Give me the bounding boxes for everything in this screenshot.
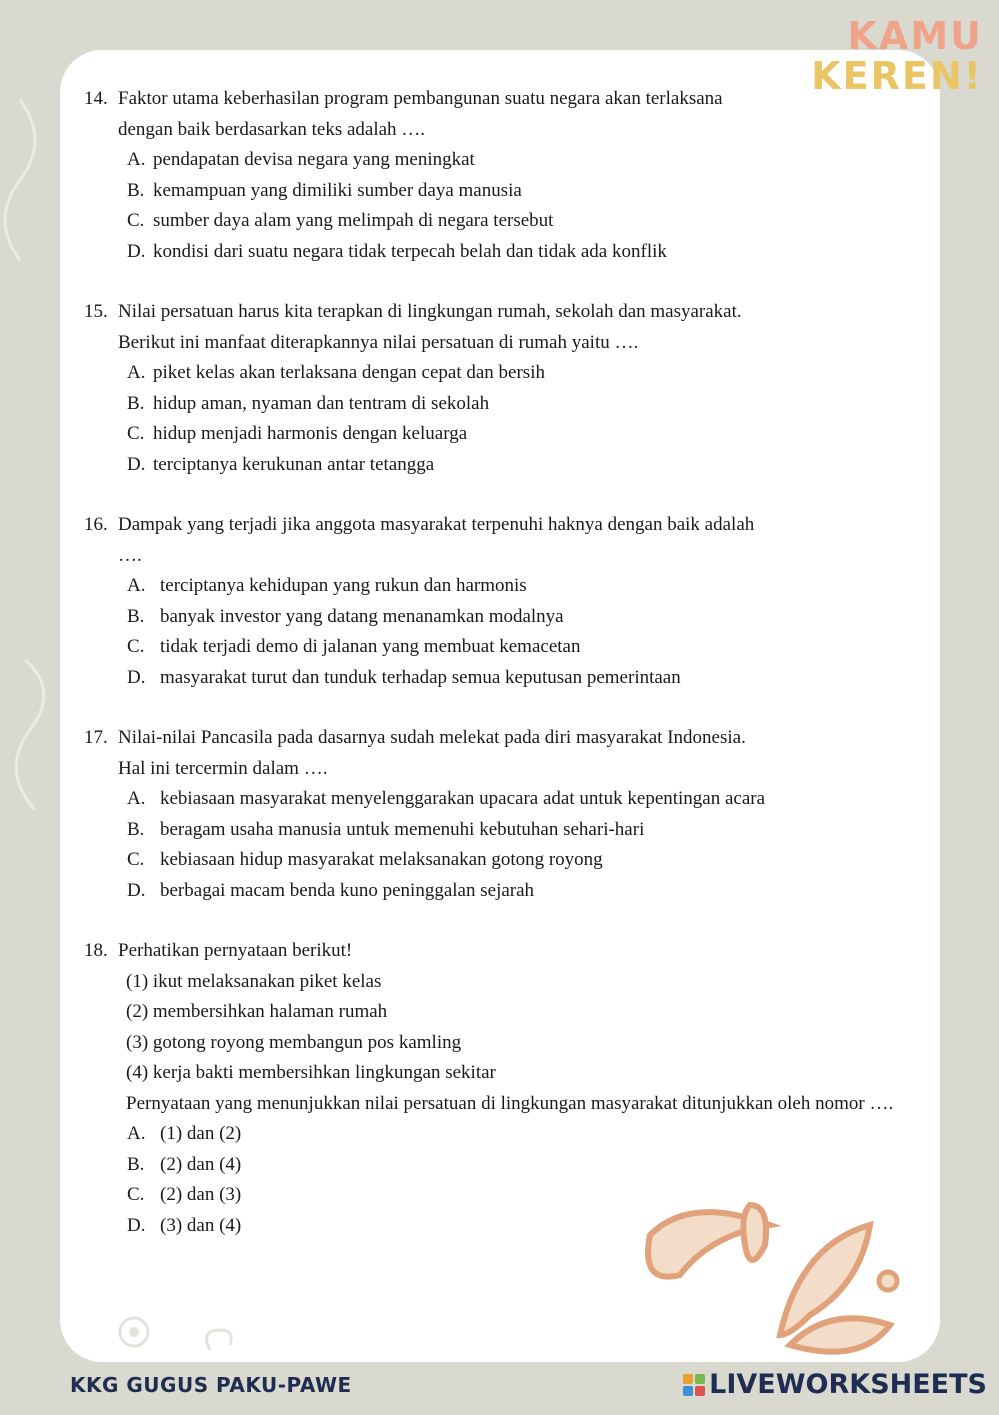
question-number: 17. [84,727,108,748]
question-list [84,84,914,1271]
question-text-continued: Hal ini tercermin dalam …. [118,757,328,779]
option-text: piket kelas akan terlaksana dengan cepat dan bersih [153,362,545,383]
option-letter: B. [127,392,145,414]
answer-option-c[interactable] [84,1180,914,1211]
answer-option-b[interactable] [84,1150,914,1181]
question-text-continued: …. [118,544,142,566]
answer-option-a[interactable] [84,358,914,389]
option-text: (3) dan (4) [160,1214,242,1236]
sticker-line-1: KAMU [847,14,983,58]
option-letter: B. [127,179,145,201]
answer-option-b[interactable] [84,815,914,846]
option-letter: A. [127,362,146,383]
option-letter: D. [127,240,146,262]
answer-option-c[interactable] [84,845,914,876]
option-text: pendapatan devisa negara yang meningkat [153,149,475,170]
answer-option-a[interactable] [84,784,914,815]
statement-item: (1) ikut melaksanakan piket kelas [126,970,382,992]
option-letter: D. [127,666,146,688]
question-number: 18. [84,940,108,961]
option-letter: B. [127,1153,145,1175]
option-text: berbagai macam benda kuno peninggalan sejarah [160,879,535,901]
sticker-line-2: KEREN! [811,54,983,98]
question-prompt: Pernyataan yang menunjukkan nilai persatuan di lingkungan masyarakat ditunjukkan oleh nomor …. [126,1092,894,1114]
answer-option-c[interactable] [84,632,914,663]
liveworksheets-brand[interactable] [683,1369,987,1400]
option-text: terciptanya kerukunan antar tetangga [153,453,435,475]
question-stem-line [84,84,914,115]
question-number: 15. [84,301,108,322]
footer-school-label: KKG GUGUS PAKU-PAWE [70,1373,352,1397]
option-letter: A. [127,788,146,809]
option-letter: B. [127,605,145,627]
question-15 [84,297,914,480]
question-text: Perhatikan pernyataan berikut! [118,940,353,961]
option-text: kebiasaan masyarakat menyelenggarakan upacara adat untuk kepentingan acara [160,788,766,809]
answer-option-c[interactable] [84,419,914,450]
question-17 [84,723,914,906]
option-text: kondisi dari suatu negara tidak terpecah belah dan tidak ada konflik [153,240,667,262]
option-letter: D. [127,879,146,901]
answer-option-b[interactable] [84,602,914,633]
option-text: kebiasaan hidup masyarakat melaksanakan gotong royong [160,849,603,870]
answer-option-c[interactable] [84,206,914,237]
answer-option-b[interactable] [84,389,914,420]
option-letter: C. [127,423,145,444]
answer-option-a[interactable] [84,1119,914,1150]
swirl-decoration-bottom [90,1300,270,1360]
option-text: kemampuan yang dimiliki sumber daya manusia [153,179,522,201]
answer-option-d[interactable] [84,663,914,694]
option-letter: B. [127,818,145,840]
question-text: Faktor utama keberhasilan program pembangunan suatu negara akan terlaksana [118,88,723,109]
question-stem-line [84,510,914,541]
option-text: tidak terjadi demo di jalanan yang membuat kemacetan [160,636,581,657]
question-14 [84,84,914,267]
option-text: terciptanya kehidupan yang rukun dan harmonis [160,575,527,596]
question-stem-line [84,297,914,328]
option-text: (1) dan (2) [160,1123,242,1144]
option-text: (2) dan (3) [160,1184,242,1205]
question-text: Nilai persatuan harus kita terapkan di lingkungan rumah, sekolah dan masyarakat. [118,301,742,322]
question-16 [84,510,914,693]
liveworksheets-logo-icon [683,1374,705,1396]
statement-item: (2) membersihkan halaman rumah [126,1001,388,1022]
liveworksheets-label: LIVEWORKSHEETS [709,1369,987,1400]
option-text: hidup aman, nyaman dan tentram di sekolah [153,392,490,414]
answer-option-a[interactable] [84,571,914,602]
answer-option-a[interactable] [84,145,914,176]
question-number: 16. [84,514,108,535]
option-text: banyak investor yang datang menanamkan modalnya [160,605,564,627]
question-number: 14. [84,88,108,109]
swirl-decoration-left [0,60,70,1360]
question-stem-line [84,936,914,967]
question-stem-line [84,723,914,754]
option-text: beragam usaha manusia untuk memenuhi kebutuhan sehari-hari [160,818,645,840]
question-text: Nilai-nilai Pancasila pada dasarnya sudah melekat pada diri masyarakat Indonesia. [118,727,746,748]
option-letter: C. [127,1184,145,1205]
statement-item: (4) kerja bakti membersihkan lingkungan sekitar [126,1062,496,1083]
answer-option-d[interactable] [84,1211,914,1242]
option-letter: D. [127,453,146,475]
option-letter: D. [127,1214,146,1236]
question-text-continued: dengan baik berdasarkan teks adalah …. [118,118,426,140]
option-letter: C. [127,849,145,870]
answer-option-d[interactable] [84,237,914,268]
question-text: Dampak yang terjadi jika anggota masyarakat terpenuhi haknya dengan baik adalah [118,514,755,535]
answer-option-d[interactable] [84,876,914,907]
option-letter: A. [127,149,146,170]
answer-option-b[interactable] [84,176,914,207]
option-text: hidup menjadi harmonis dengan keluarga [153,423,468,444]
option-letter: C. [127,210,145,231]
option-text: masyarakat turut dan tunduk terhadap semua keputusan pemerintaan [160,666,681,688]
answer-option-d[interactable] [84,450,914,481]
statement-item: (3) gotong royong membangun pos kamling [126,1031,462,1053]
option-text: sumber daya alam yang melimpah di negara tersebut [153,210,554,231]
option-letter: A. [127,575,146,596]
option-letter: C. [127,636,145,657]
question-18 [84,936,914,1241]
question-text-continued: Berikut ini manfaat diterapkannya nilai persatuan di rumah yaitu …. [118,331,639,353]
option-letter: A. [127,1123,146,1144]
option-text: (2) dan (4) [160,1153,242,1175]
